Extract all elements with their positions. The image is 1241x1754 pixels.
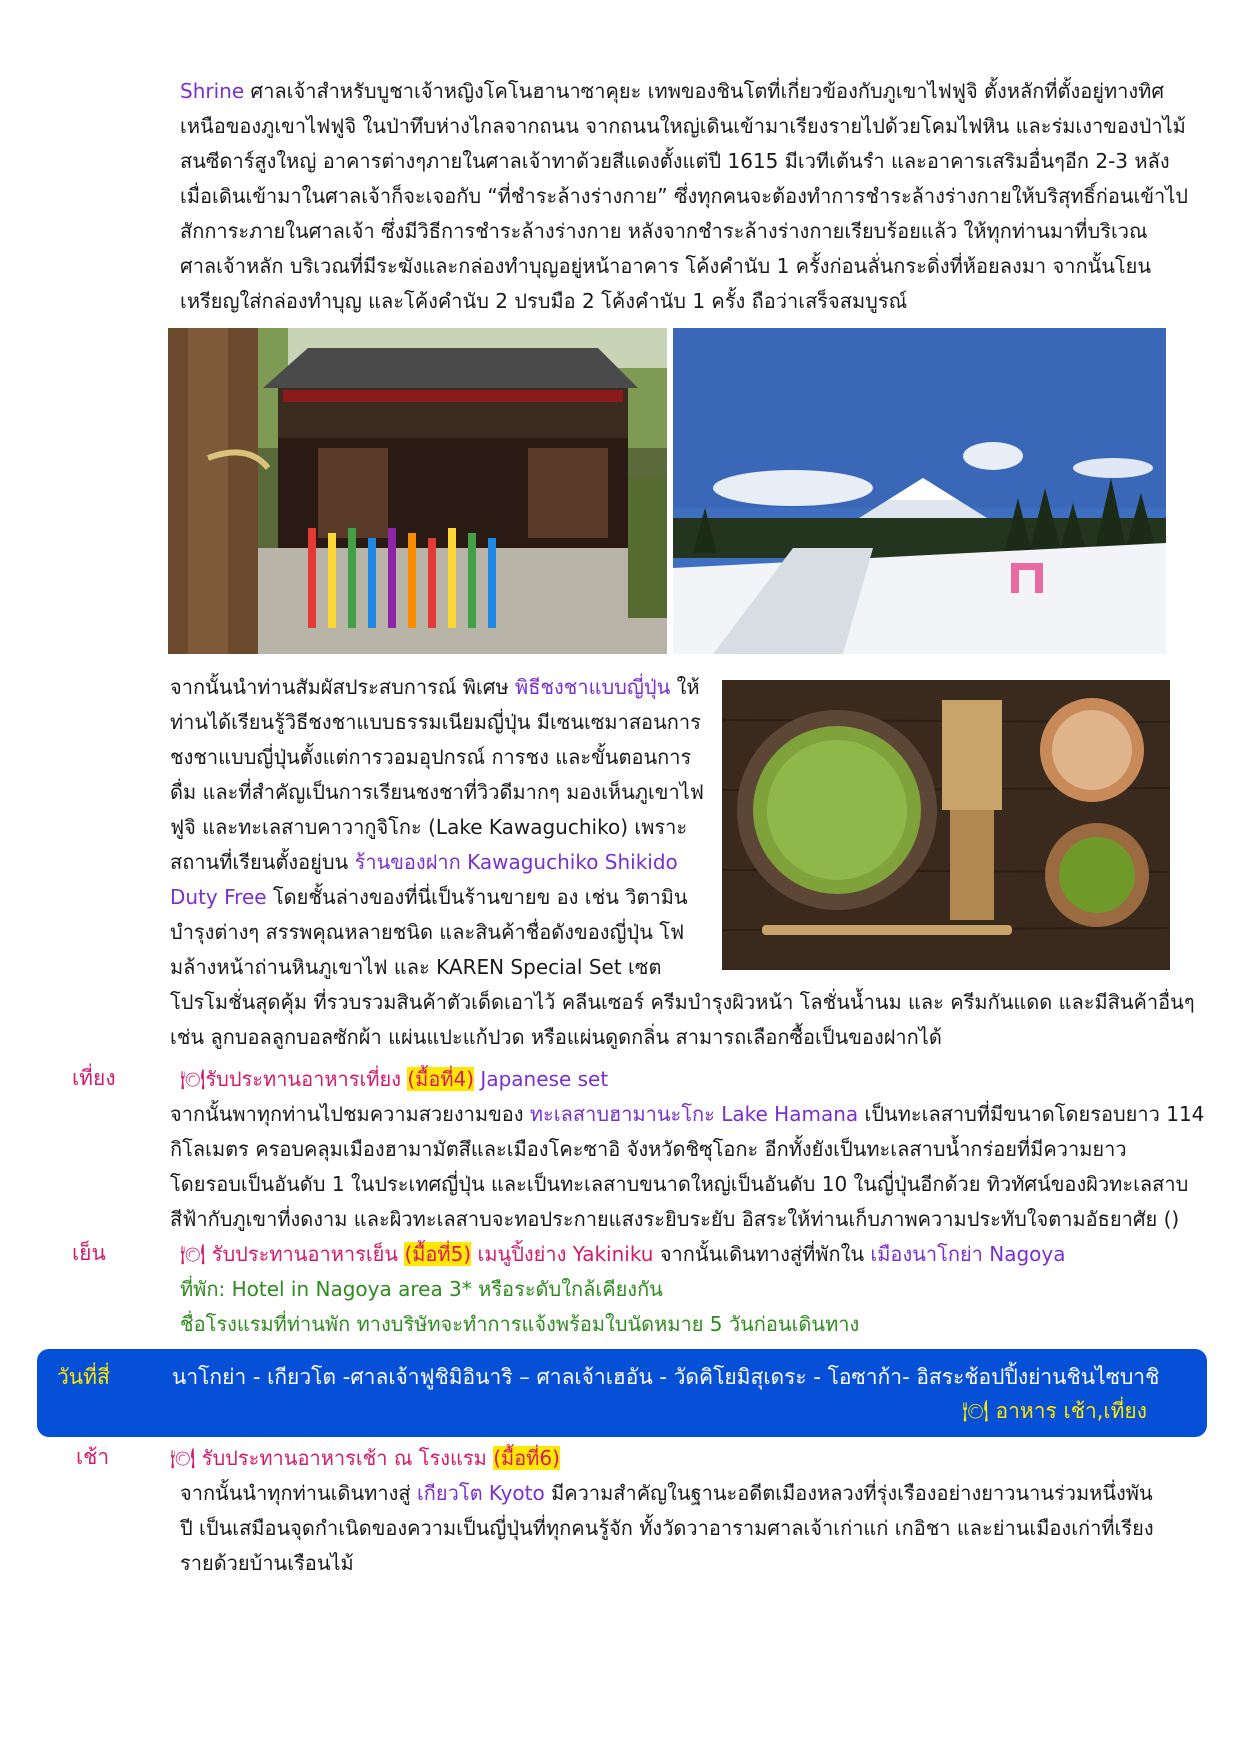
text-run: มล้างหน้าถ่านหินภูเขาไฟ และ KAREN Special Set เซต (170, 955, 662, 979)
matcha-tea-photo (722, 680, 1170, 970)
text-run: โดยรอบเป็นอันดับ 1 ในประเทศญี่ปุ่น และเป็นทะเลสาบขนาดใหญ่เป็นอันดับ 10 ในญี่ปุ่นอีกด้วย ทิวทัศน์ของผิวทะเลสาบ (170, 1172, 1189, 1196)
text-run: เมนูปิ้งย่าง Yakiniku (471, 1242, 654, 1266)
text-line (170, 1132, 1170, 1167)
text-run: Duty Free (170, 885, 267, 909)
shrine-photo (168, 328, 667, 654)
text-run: ให้ (670, 675, 700, 699)
text-run: สถานที่เรียนตั้งอยู่บน (170, 850, 355, 874)
text-run: (มื้อที่4) (407, 1067, 475, 1091)
text-line (170, 915, 710, 950)
text-line (180, 1511, 1180, 1546)
text-run: โปรโมชั่นสุดคุ้ม ที่รวบรวมสินค้าตัวเด็ดเอาไว้ คลีนเซอร์ ครีมบำรุงผิวหน้า โลชั่นน้ำนม และ ครีมกันแดด และมีสินค้าอื่นๆ (170, 990, 1195, 1014)
hotel-info: ที่พัก: Hotel in Nagoya area 3* หรือระดับใกล้เคียงกัน (180, 1277, 663, 1301)
text-line (170, 775, 710, 810)
breakfast-label: เช้า (76, 1445, 110, 1469)
text-run: โดยชั้นล่างของที่นี่เป็นร้านขายข อง เช่น วิตามิน (266, 885, 688, 909)
text-run: จากนั้นพาทุกท่านไปชมความสวยงามของ (170, 1102, 530, 1126)
lunch-meal (180, 1062, 608, 1097)
text-line (180, 214, 1180, 249)
text-run: เมื่อเดินเข้ามาในศาลเจ้าก็จะเจอกับ “ที่ชำระล้างร่างกาย” ซึ่งทุกคนจะต้องทำการชำระล้างร่างกายให้บริสุทธิ์ก่อนเข้าไป (180, 184, 1188, 208)
text-run: มีความสำคัญในฐานะอดีตเมืองหลวงที่รุ่งเรืองอย่างยาวนานร่วมหนึ่งพัน (544, 1481, 1153, 1505)
text-line (170, 985, 1195, 1020)
text-line (170, 1167, 1189, 1202)
text-line (170, 880, 710, 915)
text-line (170, 1202, 1180, 1237)
text-line (180, 144, 1180, 179)
text-run: 🍽 รับประทานอาหารเย็น (180, 1242, 405, 1266)
text-line (170, 845, 710, 880)
text-run: ทะเลสาบฮามานะโกะ Lake Hamana (529, 1102, 859, 1126)
text-run: (มื้อที่6) (493, 1446, 560, 1470)
text-run: บำรุงต่างๆ สรรพคุณหลายชนิด และสินค้าชื่อดังของญี่ปุ่น โฟ (170, 920, 685, 944)
text-run: ฟูจิ และทะเลสาบคาวากูจิโกะ (Lake Kawaguchiko) เพราะ (170, 815, 688, 839)
text-line (170, 810, 710, 845)
text-run: เป็นทะเลสาบที่มีขนาดโดยรอบยาว 114 (858, 1102, 1205, 1126)
day-four-label: วันที่สี่ (57, 1365, 110, 1389)
text-run: ศาลเจ้าหลัก บริเวณที่มีระฆังและกล่องทำบุญอยู่หน้าอาคาร โค้งคำนับ 1 ครั้งก่อนลั่นกระดิ่งที่ห้อยลงมา จากนั้นโยน (180, 254, 1152, 278)
text-run: เหนือของภูเขาไฟฟูจิ ในป่าทึบห่างไกลจากถนน จากถนนใหญ่เดินเข้ามาเรียงรายไปด้วยโคมไฟหิน และร่มเงาของป่าไม้ (180, 114, 1186, 138)
hotel-notice: ชื่อโรงแรมที่ท่านพัก ทางบริษัทจะทำการแจ้งพร้อมใบนัดหมาย 5 วันก่อนเดินทาง (180, 1312, 860, 1336)
text-run: 🍽 รับประทานอาหารเช้า ณ โรงแรม (170, 1446, 494, 1470)
dinner-meal (180, 1237, 1066, 1272)
text-run: พิธีชงชาแบบญี่ปุ่น (515, 675, 671, 699)
text-line (170, 950, 710, 985)
lake-hamana-paragraph (170, 1097, 1205, 1237)
text-run: ร้านของฝาก Kawaguchiko Shikido (354, 850, 678, 874)
text-run: รายด้วยบ้านเรือนไม้ (180, 1551, 354, 1575)
text-run: เกียวโต Kyoto (416, 1481, 545, 1505)
intro-paragraph (180, 74, 1188, 319)
text-line (170, 740, 710, 775)
kyoto-paragraph (180, 1476, 1180, 1581)
text-run: สักการะภายในศาลเจ้า ซึ่งมีวิธีการชำระล้างร่างกาย หลังจากชำระล้างร่างกายเรียบร้อยแล้ว ให้ทุกท่านมาที่บริเวณ (180, 219, 1148, 243)
text-run: (มื้อที่5) (404, 1242, 472, 1266)
text-line (180, 1476, 1180, 1511)
text-line (180, 284, 1180, 319)
breakfast-meal (170, 1441, 560, 1476)
text-run: เมืองนาโกย่า Nagoya (870, 1242, 1066, 1266)
text-line (180, 109, 1186, 144)
text-run: ชงชาแบบญี่ปุ่นตั้งแต่การวอมอุปกรณ์ การชง และขั้นตอนการ (170, 745, 692, 769)
text-run: ปี เป็นเสมือนจุดกำเนิดของความเป็นญี่ปุ่นที่ทุกคนรู้จัก ทั้งวัดวาอารามศาลเจ้าเก่าแก่ เกอิชา และย่านเมืองเก่าที่เรียง (180, 1516, 1154, 1540)
text-run: Shrine (180, 79, 245, 103)
day-four-header (37, 1349, 1207, 1437)
text-run: จากนั้นนำทุกท่านเดินทางสู่ (180, 1481, 417, 1505)
text-run: 🍽 (180, 1067, 206, 1091)
text-run: Japanese set (474, 1067, 609, 1091)
text-run: รับประทานอาหารเที่ยง (205, 1067, 408, 1091)
dinner-label: เย็น (72, 1241, 106, 1265)
text-run: เช่น ลูกบอลลูกบอลซักผ้า แผ่นแปะแก้ปวด หรือแผ่นดูดกลิ่น สามารถเลือกซื้อเป็นของฝากได้ (170, 1025, 942, 1049)
text-run: จากนั้นเดินทางสู่ที่พักใน (653, 1242, 871, 1266)
text-line (170, 1097, 1205, 1132)
text-run: สนซีดาร์สูงใหญ่ อาคารต่างๆภายในศาลเจ้าทาด้วยสีแดงตั้งแต่ปี 1615 มีเวทีเต้นรำ และอาคารเสริมอื่นๆอีก 2-3 หลัง (180, 149, 1170, 173)
text-line (180, 1546, 1180, 1581)
text-run: ท่านได้เรียนรู้วิธีชงชาแบบธรรมเนียมญี่ปุ่น มีเซนเซมาสอนการ (170, 710, 701, 734)
text-line (170, 1020, 1170, 1055)
mount-fuji-snow-photo (673, 328, 1166, 654)
text-line (170, 705, 710, 740)
text-run: กิโลเมตร ครอบคลุมเมืองฮามามัตสึและเมืองโคะซาอิ จังหวัดชิซุโอกะ อีกทั้งยังเป็นทะเลสาบน้ำกร่อยที่มีความยาว (170, 1137, 1127, 1161)
text-run: สีฟ้ากับภูเขาที่งดงาม และผิวทะเลสาบจะทอประกายแสงระยิบระยับ อิสระให้ท่านเก็บภาพความประทับใจตามอัธยาศัย () (170, 1207, 1180, 1231)
day-four-route: นาโกย่า - เกียวโต -ศาลเจ้าฟูชิมิอินาริ – ศาลเจ้าเฮอัน - วัดคิโยมิสุเดระ - โอซาก้า- อิสระช้อปปิ้งย่านชินไซบาชิ (172, 1365, 1160, 1389)
text-run: ดื่ม และที่สำคัญเป็นการเรียนชงชาที่วิวดีมากๆ มองเห็นภูเขาไฟ (170, 780, 704, 804)
lunch-label: เที่ยง (72, 1066, 116, 1090)
tea-ceremony-paragraph (170, 670, 710, 985)
day-four-meals: 🍽 อาหาร เช้า,เที่ยง (962, 1399, 1147, 1423)
text-run: ศาลเจ้าสำหรับบูชาเจ้าหญิงโคโนฮานาซาคุยะ เทพของชินโตที่เกี่ยวข้องกับภูเขาไฟฟูจิ ตั้งหลักที่ตั้งอยู่ทางทิศ (244, 79, 1165, 103)
text-run: จากนั้นนำท่านสัมผัสประสบการณ์ พิเศษ (170, 675, 516, 699)
tea-ceremony-paragraph-continued (170, 985, 1195, 1055)
text-run: เหรียญใส่กล่องทำบุญ และโค้งคำนับ 2 ปรบมือ 2 โค้งคำนับ 1 ครั้ง ถือว่าเสร็จสมบูรณ์ (180, 289, 908, 313)
text-line (180, 249, 1180, 284)
text-line (170, 670, 710, 705)
text-line (180, 74, 1180, 109)
text-line (180, 179, 1188, 214)
